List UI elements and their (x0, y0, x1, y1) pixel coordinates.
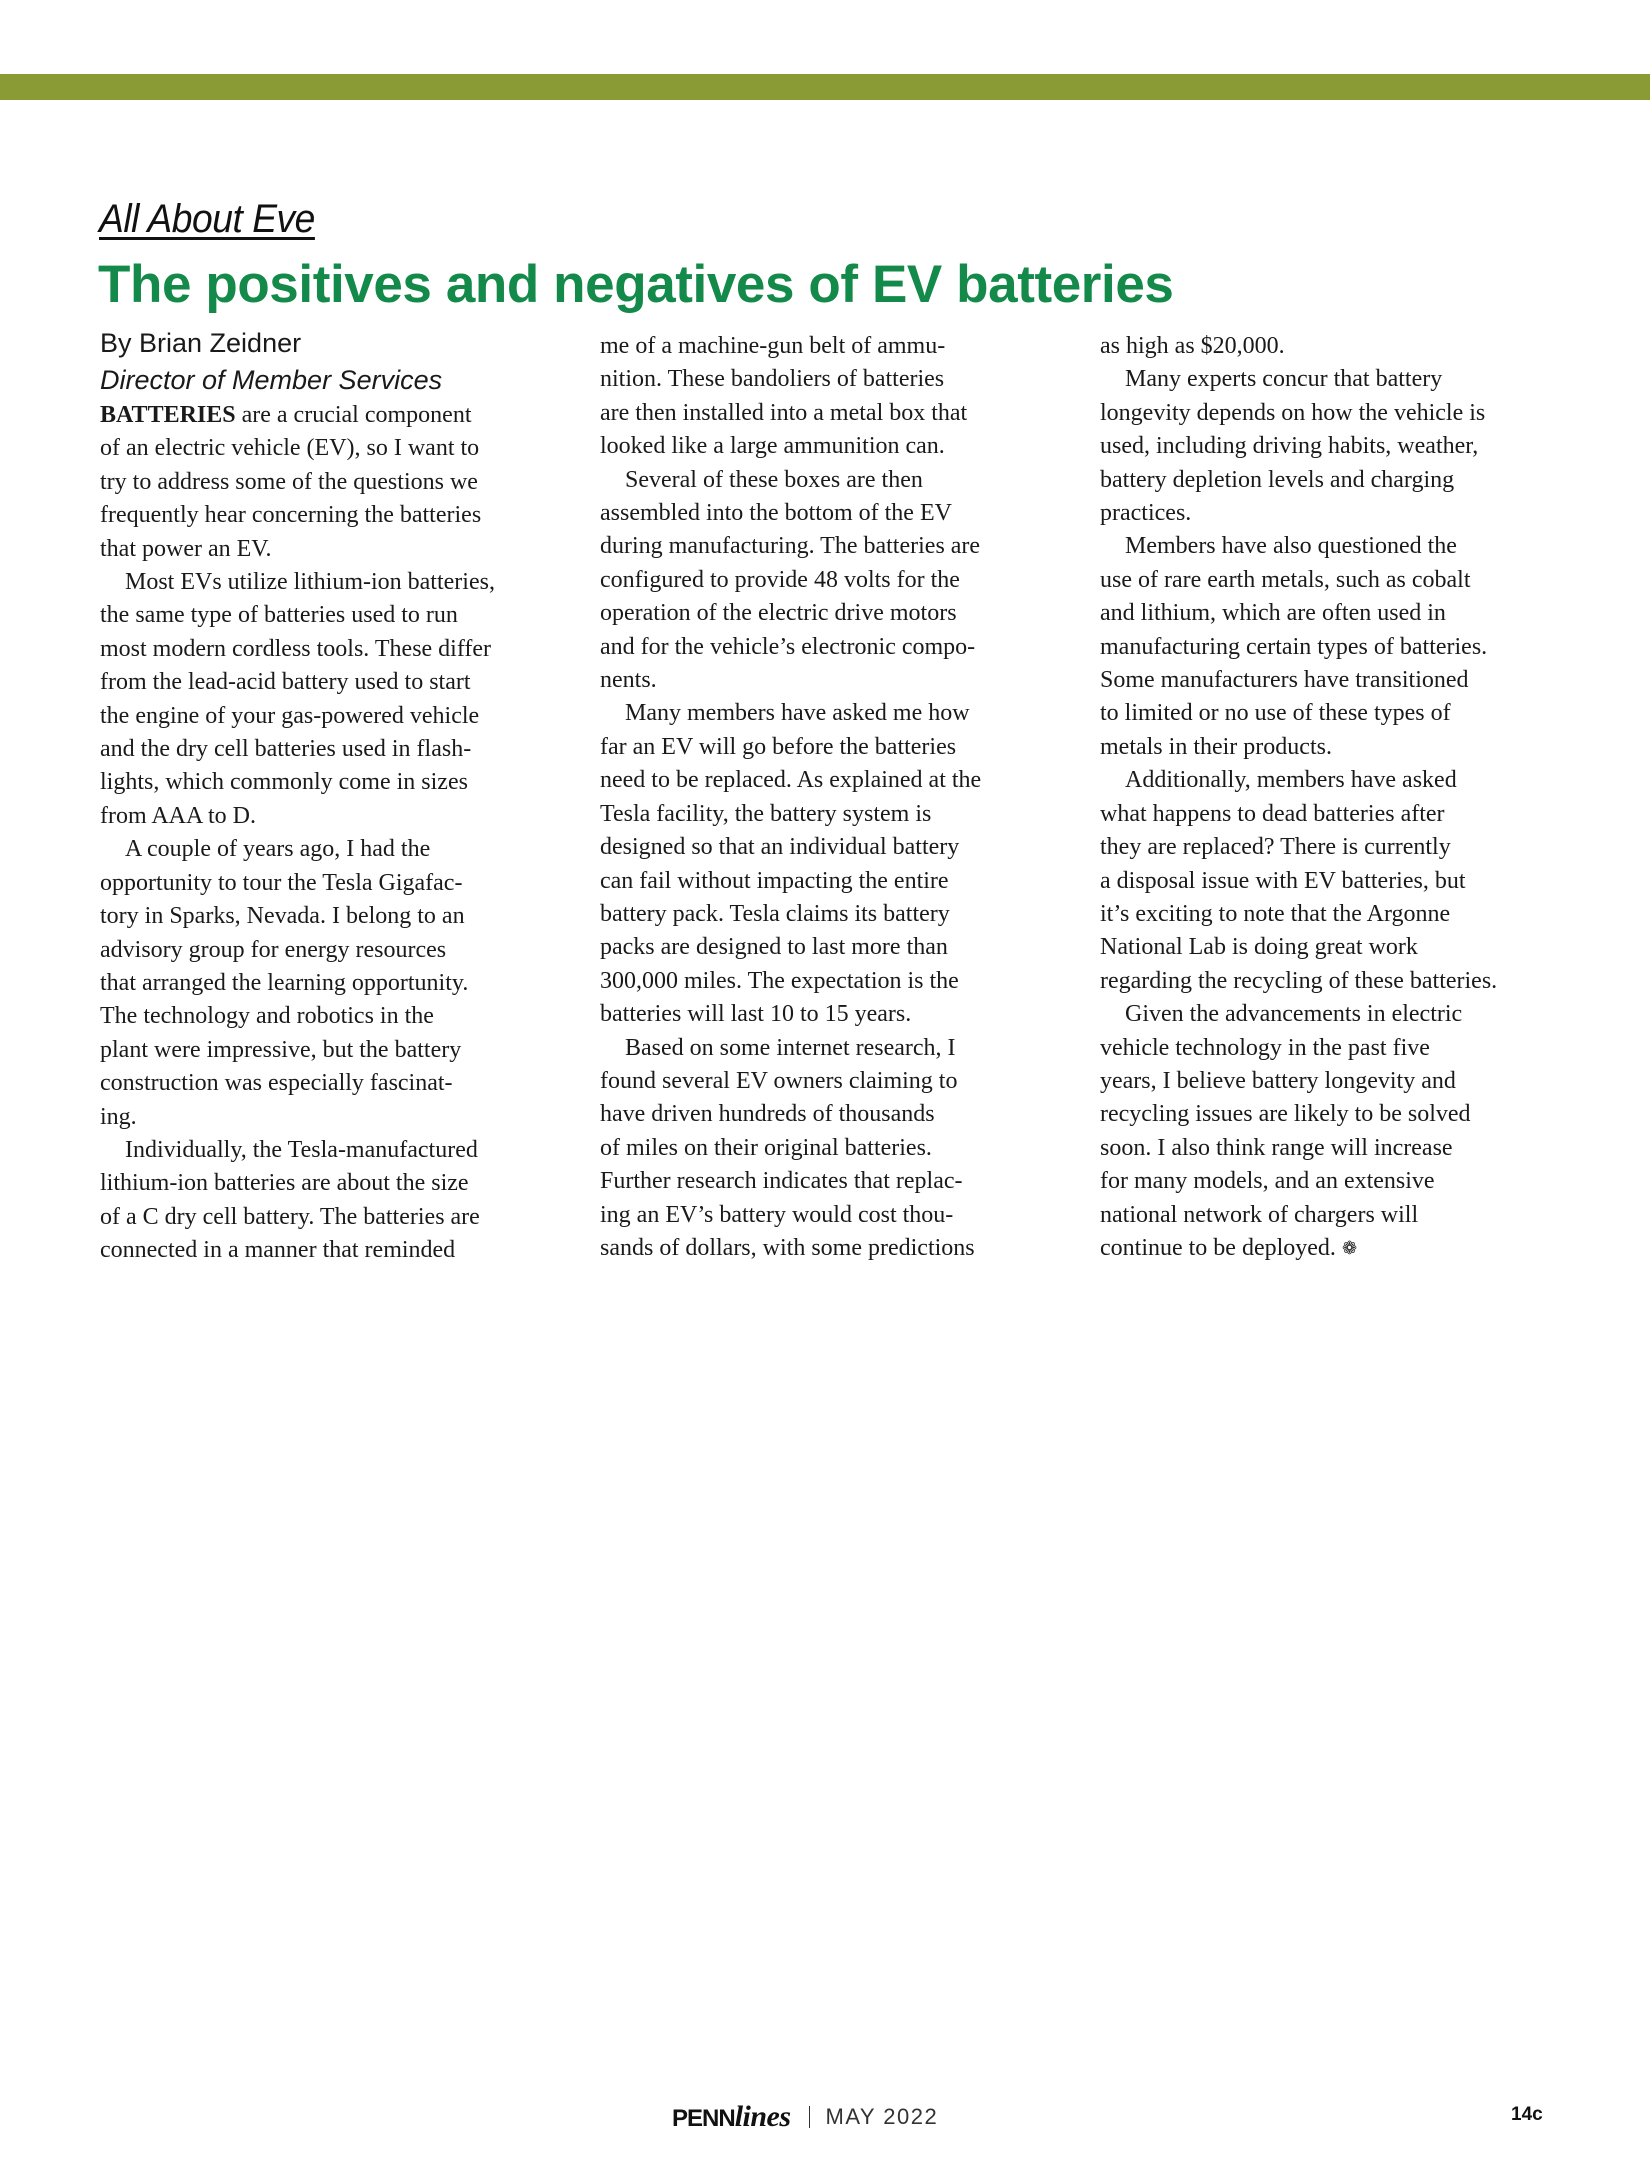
end-of-article-icon: ❁ (1341, 1237, 1358, 1258)
paragraph-start: Members have also questioned the (1125, 533, 1457, 560)
text-line: as high as $20,000. (1100, 333, 1285, 359)
text-line: frequently hear concerning the batteries (100, 502, 482, 529)
article-column-3 (1100, 330, 1580, 1265)
lead-word: BATTERIES (100, 402, 236, 428)
text-line: use of rare earth metals, such as cobalt (1100, 566, 1471, 593)
text-line: battery depletion levels and charging (1100, 466, 1455, 493)
text-line: BATTERIES are a crucial component (100, 402, 472, 428)
text-line: Further research indicates that replac- (600, 1168, 963, 1195)
text-line: national network of chargers will (1100, 1201, 1419, 1228)
text-line: tory in Sparks, Nevada. I belong to an (100, 903, 465, 930)
text-line: manufacturing certain types of batteries. (1100, 633, 1488, 660)
text-line: need to be replaced. As explained at the (600, 767, 982, 794)
text-line: nents. (600, 667, 657, 694)
text-line: The technology and robotics in the (100, 1003, 434, 1030)
text-line: ing. (100, 1103, 137, 1130)
text-line: a disposal issue with EV batteries, but (1100, 867, 1466, 894)
text-line: used, including driving habits, weather, (1100, 433, 1479, 460)
text-line: assembled into the bottom of the EV (600, 500, 952, 527)
text-line: the engine of your gas-powered vehicle (100, 702, 480, 729)
text-line: it’s exciting to note that the Argonne (1100, 900, 1451, 927)
text-line: lights, which commonly come in sizes (100, 769, 468, 796)
text-line: looked like a large ammunition can. (600, 433, 945, 460)
text-line: construction was especially fascinat- (100, 1070, 453, 1097)
text-line: ing an EV’s battery would cost thou- (600, 1201, 954, 1228)
text-line: plant were impressive, but the battery (100, 1036, 462, 1063)
text-line: most modern cordless tools. These differ (100, 635, 492, 662)
text-line: National Lab is doing great work (1100, 934, 1418, 961)
header-color-band (0, 74, 1650, 100)
byline: By Brian Zeidner (100, 328, 302, 358)
page-number: 14c (1511, 2104, 1543, 2125)
paragraph-start: Individually, the Tesla-manufactured (125, 1136, 478, 1163)
text-line: found several EV owners claiming to (600, 1067, 958, 1094)
page-footer (672, 2100, 938, 2134)
text-line: vehicle technology in the past five (1100, 1034, 1430, 1061)
text-line: Tesla facility, the battery system is (600, 800, 932, 827)
text-line: of an electric vehicle (EV), so I want to (100, 435, 480, 462)
text-line: that arranged the learning opportunity. (100, 969, 469, 996)
text-line: lithium-ion batteries are about the size (100, 1170, 469, 1197)
text-line: of a C dry cell battery. The batteries are (100, 1203, 480, 1230)
logo-penn: PENN (672, 2105, 735, 2132)
column-kicker: All About Eve (99, 197, 315, 241)
text-line: during manufacturing. The batteries are (600, 533, 981, 560)
text-line: advisory group for energy resources (100, 936, 447, 963)
article-column-1 (100, 325, 580, 1268)
paragraph-start: Given the advancements in electric (1125, 1001, 1463, 1028)
logo-lines: lines (734, 2100, 791, 2133)
text-line: connected in a manner that reminded (100, 1237, 456, 1264)
footer-divider (809, 2106, 810, 2128)
text-line: operation of the electric drive motors (600, 600, 957, 627)
text-line: packs are designed to last more than (600, 934, 948, 961)
text-line: me of a machine-gun belt of ammu- (600, 333, 946, 359)
article-headline: The positives and negatives of EV batteries (98, 255, 1174, 314)
text-line: are then installed into a metal box that (600, 399, 968, 426)
paragraph-start: Many members have asked me how (625, 700, 970, 727)
text-line: designed so that an individual battery (600, 834, 960, 861)
text-line: metals in their products. (1100, 733, 1332, 760)
author-title: Director of Member Services (100, 365, 443, 395)
text-line: battery pack. Tesla claims its battery (600, 900, 950, 927)
text-line: they are replaced? There is currently (1100, 834, 1451, 861)
paragraph-start: A couple of years ago, I had the (125, 836, 431, 863)
text-line: try to address some of the questions we (100, 468, 478, 495)
text-line: for many models, and an extensive (1100, 1168, 1435, 1195)
paragraph-start: Additionally, members have asked (1125, 767, 1457, 794)
text-line: from AAA to D. (100, 802, 256, 829)
text-line: regarding the recycling of these batteries. (1100, 967, 1498, 994)
text-line: and lithium, which are often used in (1100, 600, 1446, 627)
text-line: opportunity to tour the Tesla Gigafac- (100, 869, 463, 896)
text-line: to limited or no use of these types of (1100, 700, 1451, 727)
text-line: what happens to dead batteries after (1100, 800, 1445, 827)
text-line: nition. These bandoliers of batteries (600, 366, 945, 393)
text-line: the same type of batteries used to run (100, 602, 458, 629)
text-line: configured to provide 48 volts for the (600, 566, 960, 593)
text-line: 300,000 miles. The expectation is the (600, 967, 959, 994)
text-line: and the dry cell batteries used in flash- (100, 736, 472, 763)
text-line: longevity depends on how the vehicle is (1100, 399, 1486, 426)
article-column-2 (600, 330, 1080, 1265)
text-line: years, I believe battery longevity and (1100, 1067, 1456, 1094)
text-line: can fail without impacting the entire (600, 867, 949, 894)
text-line: soon. I also think range will increase (1100, 1134, 1453, 1161)
text-line: have driven hundreds of thousands (600, 1101, 935, 1128)
text-line: far an EV will go before the batteries (600, 733, 957, 760)
paragraph-start: Many experts concur that battery (1125, 366, 1443, 393)
text-line: Some manufacturers have transitioned (1100, 667, 1469, 694)
text-line: batteries will last 10 to 15 years. (600, 1001, 912, 1028)
text-line: recycling issues are likely to be solved (1100, 1101, 1471, 1128)
pennlines-logo (672, 2100, 791, 2134)
paragraph-start: Several of these boxes are then (625, 466, 923, 493)
paragraph-start: Based on some internet research, I (625, 1034, 956, 1061)
text-line: and for the vehicle’s electronic compo- (600, 633, 976, 660)
text-line: continue to be deployed. ❁ (1100, 1232, 1580, 1265)
paragraph-start: Most EVs utilize lithium-ion batteries, (125, 569, 495, 596)
text-line: of miles on their original batteries. (600, 1134, 932, 1161)
issue-date: MAY 2022 (825, 2104, 939, 2129)
text-line: sands of dollars, with some predictions (600, 1234, 975, 1261)
text-line: from the lead-acid battery used to start (100, 669, 471, 696)
text-line: that power an EV. (100, 535, 272, 562)
text-line: practices. (1100, 500, 1192, 527)
